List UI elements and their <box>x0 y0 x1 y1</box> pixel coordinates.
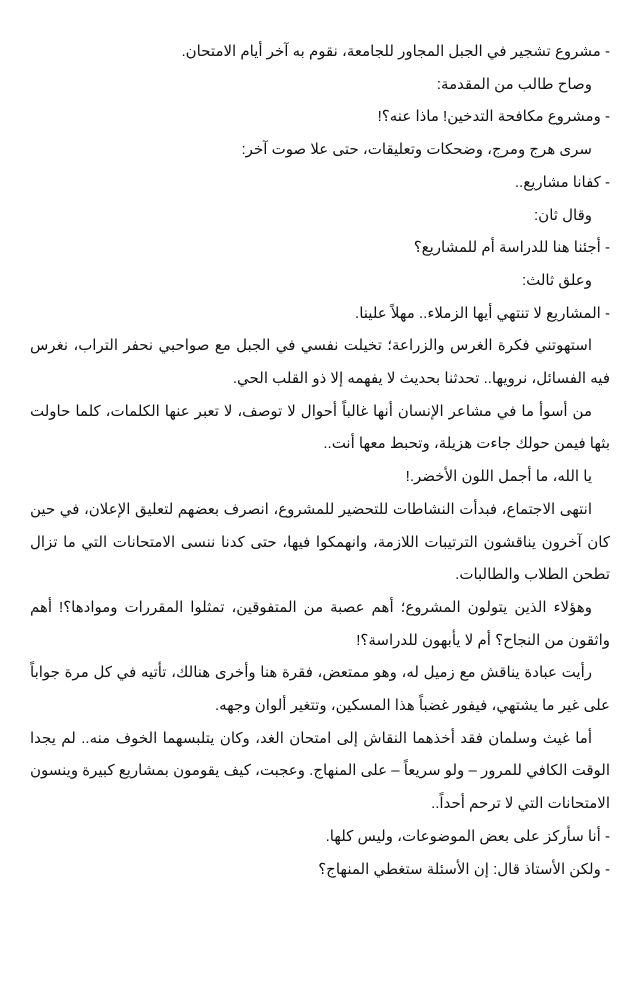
paragraph: يا الله، ما أجمل اللون الأخضر.! <box>405 468 592 486</box>
paragraph: وصاح طالب من المقدمة: <box>436 75 592 93</box>
paragraph: وعلق ثالث: <box>521 271 592 289</box>
paragraph: - أنا سأركز على بعض الموضوعات، وليس كلها. <box>325 827 610 845</box>
paragraph: من أسوأ ما في مشاعر الإنسان أنها غالباً أحوال لا توصف، لا تعبر عنها الكلمات، كلما حاولت بثها فيمن حولك جاءت هزيلة، وتحبط معها أنت.. <box>30 402 610 453</box>
paragraph: - مشروع تشجير في الجبل المجاور للجامعة، نقوم به آخر أيام الامتحان. <box>181 43 610 60</box>
paragraph: وقال ثان: <box>534 206 592 224</box>
paragraph: رأيت عبادة يناقش مع زميل له، وهو ممتعض، فقرة هنا وأخرى هنالك، تأتيه في كل مرة جواباً على غير ما يشتهي، فيفور غضباً هذا المسكين، وتتغير ألوان وجهه. <box>30 664 610 715</box>
document-page <box>30 36 610 886</box>
paragraph: - ومشروع مكافحة التدخين! ماذا عنه؟! <box>377 108 610 126</box>
paragraph: - ولكن الأستاذ قال: إن الأسئلة ستغطي المنهاج؟ <box>318 860 610 878</box>
paragraph: - أجئنا هنا للدراسة أم للمشاريع؟ <box>413 239 610 257</box>
paragraph: وهؤلاء الذين يتولون المشروع؛ أهم عصبة من المتفوقين، تمثلوا المقررات وموادها؟! أهم واثقون من النجاح؟ أم لا يأبهون للدراسة؟! <box>30 598 610 649</box>
paragraph: انتهى الاجتماع، فبدأت النشاطات للتحضير للمشروع، انصرف بعضهم لتعليق الإعلان، في حين كان آخرون يناقشون الترتيبات اللازمة، وانهمكوا فيها، حتى كدنا ننسى الامتحانات التي ما تزال تطحن الطلاب والطالبات. <box>30 500 610 584</box>
paragraph: أما غيث وسلمان فقد أخذهما النقاش إلى امتحان الغد، وكان يتلبسهما الخوف منه.. لم يجدا الوقت الكافي للمرور – ولو سريعاً – على المنهاج. وعجبت، كيف يقومون بمشاريع كبيرة وينسون الامتحانات التي لا ترحم أحداً.. <box>30 729 610 813</box>
paragraph: - كفانا مشاريع.. <box>514 173 610 191</box>
paragraph: استهوتني فكرة الغرس والزراعة؛ تخيلت نفسي في الجبل مع صواحبي نحفر التراب، نغرس فيه الفسائل، نرويها.. تحدثنا بحديث لا يفهمه إلا ذو القلب الحي. <box>30 337 610 388</box>
paragraph: سرى هرج ومرج، وضحكات وتعليقات، حتى علا صوت آخر: <box>241 141 592 159</box>
paragraph: - المشاريع لا تنتهي أيها الزملاء.. مهلاً علينا. <box>355 304 610 322</box>
